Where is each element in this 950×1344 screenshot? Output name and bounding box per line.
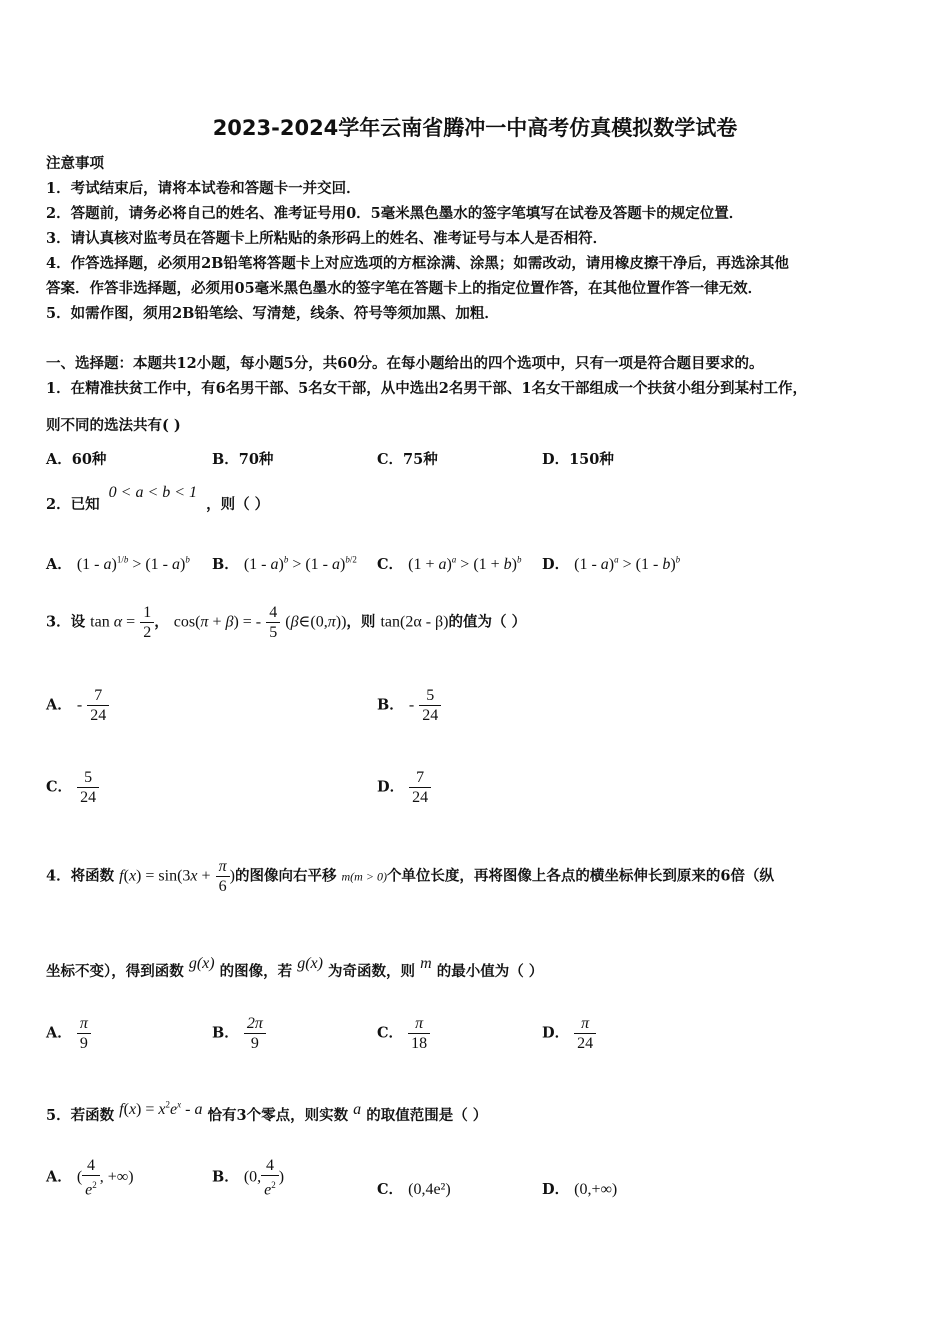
- q2-option-d: D． (1 - a)$^a$ > (1 - b)$^b$: [542, 554, 681, 573]
- notice-item: 1．考试结束后，请将本试卷和答题卡一并交回．: [46, 180, 361, 197]
- q4-option-a: A． $\frac{\pi}{9}$: [46, 1014, 91, 1053]
- q3-option-d: D． $\frac{7}{24}$: [377, 768, 431, 807]
- q1-option-d: D．150种: [542, 451, 614, 468]
- question-2-text: 2．已知 0 < a < b < 1 ，则（ ）: [46, 484, 270, 513]
- q1-option-b: B．70种: [212, 451, 274, 468]
- notice-item: 5．如需作图，须用2B铅笔绘、写清楚，线条、符号等须加黑、加粗．: [46, 305, 499, 322]
- q3-option-b: B． - $\frac{5}{24}$: [377, 686, 441, 725]
- question-4-text: 坐标不变），得到函数 g(x) 的图像，若 g(x) 为奇函数，则 m 的最小值为（ ）: [46, 955, 544, 980]
- notice-item: 2．答题前，请务必将自己的姓名、准考证号用0．5毫米黑色墨水的签字笔填写在试卷及答题卡的规定位置．: [46, 205, 744, 222]
- q4-option-b: B． $\frac{2\pi}{9}$: [212, 1014, 266, 1053]
- q3-option-c: C． $\frac{5}{24}$: [46, 768, 99, 807]
- q3-option-a: A． - $\frac{7}{24}$: [46, 686, 109, 725]
- notice-item: 3．请认真核对监考员在答题卡上所粘贴的条形码上的姓名、准考证号与本人是否相符．: [46, 230, 608, 247]
- question-1-text: 1．在精准扶贫工作中，有6名男干部、5名女干部，从中选出2名男干部、1名女干部组成一个扶贫小组分到某村工作，: [46, 380, 807, 397]
- q2-condition: 0 < a < b < 1: [108, 484, 198, 501]
- question-1-text: 则不同的选法共有( ): [46, 417, 181, 434]
- q5-option-a: A． ( $\frac{4}{e^2}$ , +∞): [46, 1157, 134, 1199]
- q2-option-a: A． (1 - a)$^{1/b}$ > (1 - a)$^b$: [46, 554, 190, 573]
- q4-option-d: D． $\frac{\pi}{24}$: [542, 1014, 596, 1053]
- notice-heading: 注意事项: [46, 155, 104, 172]
- q5-option-d: D． (0,+∞): [542, 1181, 618, 1198]
- q5-option-b: B． (0, $\frac{4}{e^2}$ ): [212, 1157, 285, 1199]
- notice-item: 答案．作答非选择题，必须用05毫米黑色墨水的签字笔在答题卡上的指定位置作答，在其他位置作答一律无效．: [46, 280, 763, 297]
- section-heading: 一、选择题：本题共12小题，每小题5分，共60分。在每小题给出的四个选项中，只有一项是符合题目要求的。: [46, 355, 764, 372]
- question-3-text: 3．设 tan α = $\frac{1}{2}$ ， cos(π + β) = - $\frac{4}{5}$ (β∈(0,π))，则 tan(2α - β)的值为（ ）: [46, 604, 527, 641]
- q2-option-c: C． $(1 + a)^a > (1 + b)^b$: [377, 554, 522, 573]
- q1-option-a: A．60种: [46, 451, 107, 468]
- q1-option-c: C．75种: [377, 451, 438, 468]
- q4-option-c: C． $\frac{\pi}{18}$: [377, 1014, 430, 1053]
- question-4-text: 4．将函数 f(x) = sin(3x + $\frac{\pi}{6}$ )的图像向右平移 m(m > 0)个单位长度，再将图像上各点的横坐标伸长到原来的6倍（纵: [46, 858, 775, 895]
- question-5-text: 5．若函数 $f(x) = x^2e^x - a$ 恰有3个零点，则实数 a 的取值范围是（ ）: [46, 1099, 488, 1124]
- notice-item: 4．作答选择题，必须用2B铅笔将答题卡上对应选项的方框涂满、涂黑；如需改动，请用橡皮擦干净后，再选涂其他: [46, 255, 789, 272]
- page-title: 2023-2024学年云南省腾冲一中高考仿真模拟数学试卷: [212, 116, 738, 140]
- q5-option-c: C． (0,4e²): [377, 1181, 451, 1198]
- q2-option-b: B． (1 - a)$^b$ > (1 - a)$^{b/2}$: [212, 554, 357, 573]
